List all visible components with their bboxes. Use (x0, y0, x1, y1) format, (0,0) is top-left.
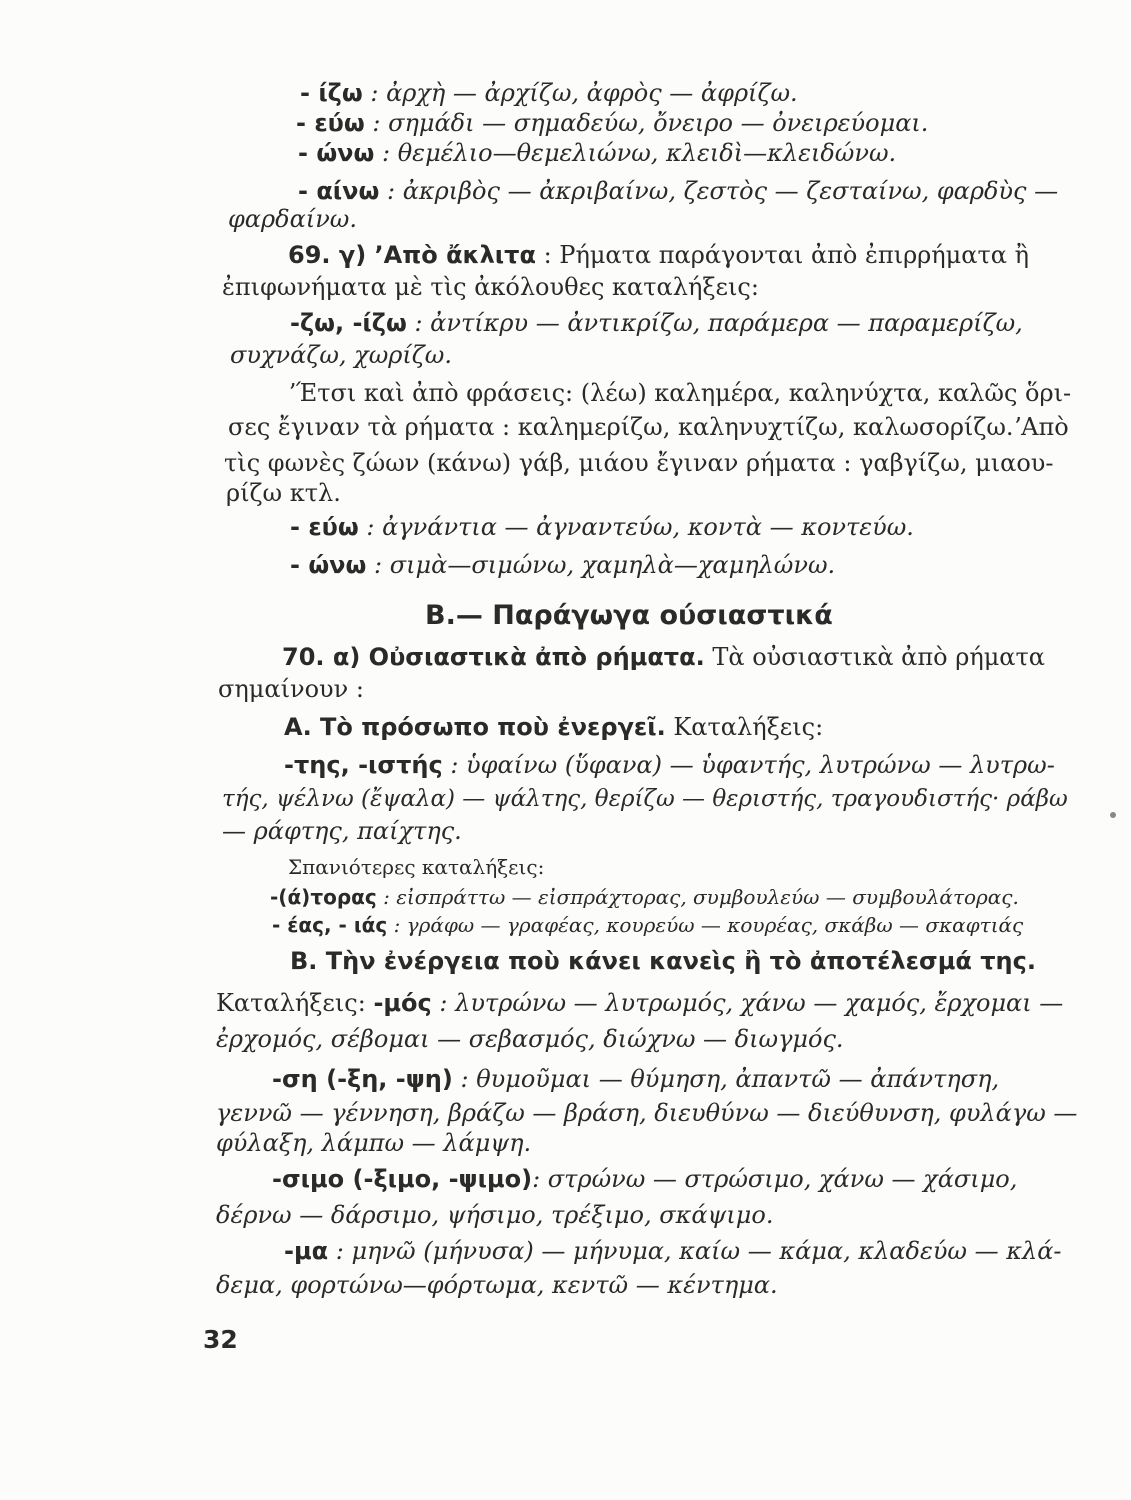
line-27: ἐρχομός, σέβομαι — σεβασμός, διώχνω — διωγμός. (216, 1025, 844, 1053)
line-13: ρίζω κτλ. (226, 479, 341, 507)
line-5: φαρδαίνω. (228, 205, 357, 233)
line-30: φύλαξη, λάμπω — λάμψη. (216, 1129, 532, 1157)
line-14: - εύω : ἀγνάντια — ἀγναντεύω, κοντὰ — κοντεύω. (290, 513, 914, 541)
line-29: γεννῶ — γέννηση, βράζω — βράση, διευθύνω — διεύθυνση, φυλάγω — (216, 1099, 1078, 1127)
speck-mark (1110, 812, 1116, 818)
line-11: σες ἔγιναν τὰ ρήματα : καλημερίζω, καληνυχτίζω, καλωσορίζω.ʼΑπὸ (228, 413, 1069, 441)
line-12: τὶς φωνὲς ζώων (κάνω) γάβ, μιάου ἔγιναν ρήματα : γαβγίζω, μιαου- (224, 449, 1054, 477)
line-9: συχνάζω, χωρίζω. (230, 341, 452, 369)
line-25: Β. Τὴν ἐνέργεια ποὺ κάνει κανεὶς ἢ τὸ ἀποτέλεσμά της. (290, 947, 1036, 975)
line-32: δέρνω — δάρσιμο, ψήσιμο, τρέξιμο, σκάψιμο. (216, 1201, 774, 1229)
line-20: τής, ψέλνω (ἔψαλα) — ψάλτης, θερίζω — θεριστής, τραγουδιστής· ράβω (222, 786, 1068, 812)
line-34: δεμα, φορτώνω—φόρτωμα, κεντῶ — κέντημα. (216, 1271, 778, 1299)
line-4: - αίνω : ἀκριβὸς — ἀκριβαίνω, ζεστὸς — ζεσταίνω, φαρδὺς — (298, 177, 1059, 205)
page-number: 32 (203, 1325, 238, 1354)
line-6: 69. γ) ʼΑπὸ ἄκλιτα : Ρήματα παράγονται ἀπὸ ἐπιρρήματα ἢ (288, 241, 1029, 269)
line-33: -μα : μηνῶ (μήνυσα) — μήνυμα, καίω — κάμα, κλαδεύω — κλά- (284, 1237, 1062, 1265)
line-7: ἐπιφωνήματα μὲ τὶς ἀκόλουθες καταλήξεις: (222, 273, 759, 301)
line-21: — ράφτης, παίχτης. (222, 817, 462, 845)
line-18: Α. Τὸ πρόσωπο ποὺ ἐνεργεῖ. Καταλήξεις: (284, 713, 824, 741)
line-1: - ίζω : ἀρχὴ — ἀρχίζω, ἀφρὸς — ἀφρίζω. (300, 79, 798, 107)
line-10: ʼΈτσι καὶ ἀπὸ φράσεις: (λέω) καλημέρα, καληνύχτα, καλῶς ὅρι- (288, 379, 1072, 407)
line-22: Σπανιότερες καταλήξεις: (288, 855, 545, 879)
line-16: 70. α) Οὐσιαστικὰ ἀπὸ ρήματα. Τὰ οὐσιαστικὰ ἀπὸ ρήματα (282, 643, 1045, 671)
line-26: Καταλήξεις: -μός : λυτρώνω — λυτρωμός, χάνω — χαμός, ἔρχομαι — (216, 989, 1064, 1017)
line-19: -της, -ιστής : ὑφαίνω (ὕφανα) — ὑφαντής, λυτρώνω — λυτρω- (284, 751, 1055, 779)
line-15: - ώνω : σιμὰ—σιμώνω, χαμηλὰ—χαμηλώνω. (290, 551, 836, 579)
line-28: -ση (-ξη, -ψη) : θυμοῦμαι — θύμηση, ἀπαντῶ — ἀπάντηση, (272, 1065, 1000, 1093)
line-17: σημαίνουν : (218, 675, 364, 703)
line-23: -(ά)τορας : εἰσπράττω — εἰσπράχτορας, συμβουλεύω — συμβουλάτορας. (270, 885, 1019, 909)
line-2: - εύω : σημάδι — σημαδεύω, ὄνειρο — ὀνειρεύομαι. (296, 109, 929, 137)
line-24: - έας, - ιάς : γράφω — γραφέας, κουρεύω — κουρέας, σκάβω — σκαφτιάς (272, 913, 1024, 937)
line-8: -ζω, -ίζω : ἀντίκρυ — ἀντικρίζω, παράμερα — παραμερίζω, (290, 309, 1023, 337)
line-31: -σιμο (-ξιμο, -ψιμο): στρώνω — στρώσιμο, χάνω — χάσιμο, (272, 1165, 1018, 1193)
line-3: - ώνω : θεμέλιο—θεμελιώνω, κλειδὶ—κλειδώνω. (298, 139, 897, 167)
section-title: Β.— Παράγωγα ούσιαστικά (425, 600, 833, 631)
